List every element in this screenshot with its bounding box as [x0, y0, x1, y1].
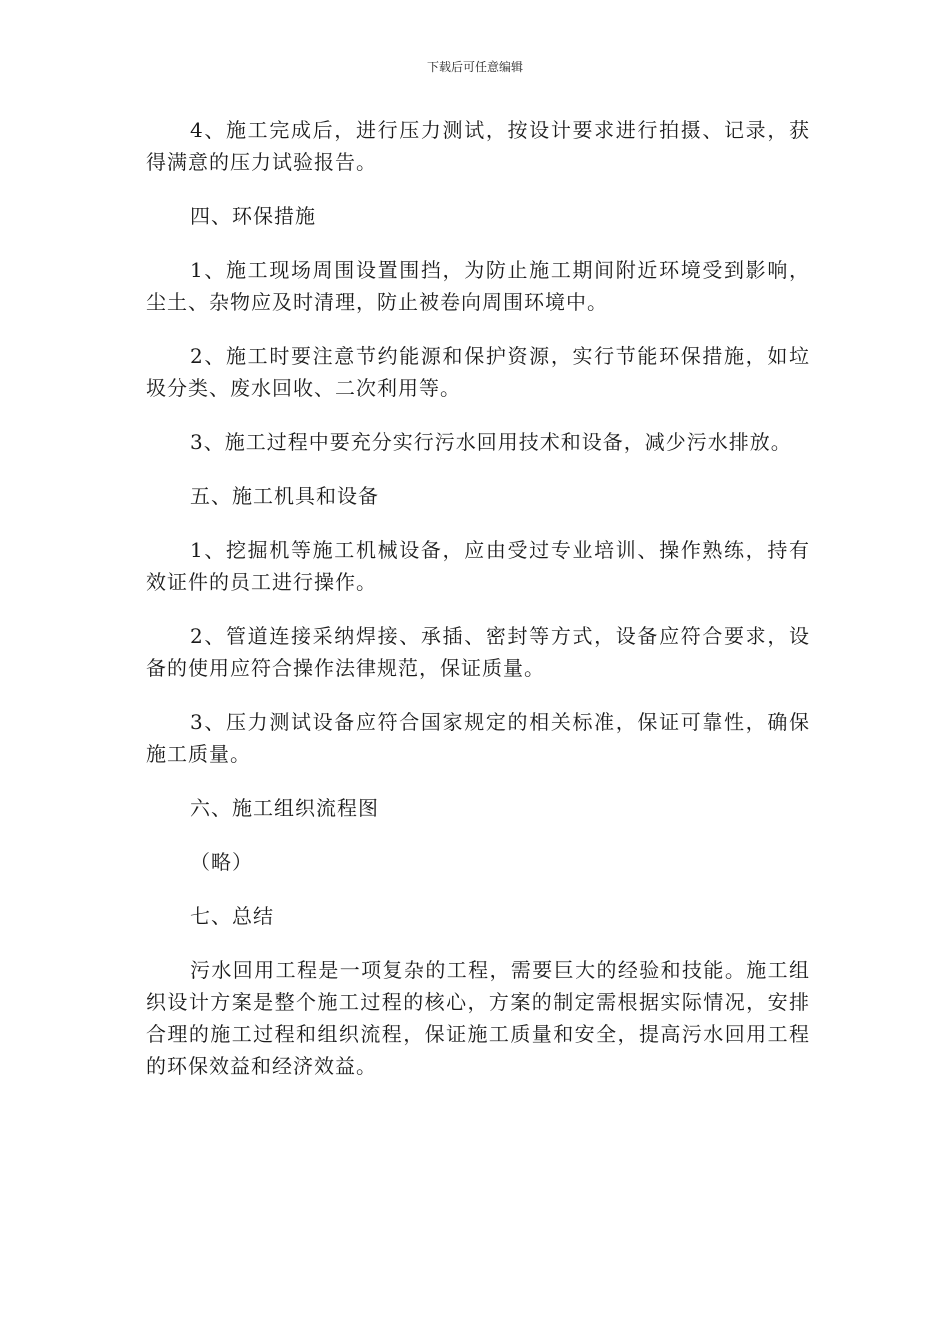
section-heading-environmental: 四、环保措施 — [190, 204, 316, 228]
paragraph-env-1: 1、施工现场周围设置围挡，为防止施工期间附近环境受到影响，尘土、杂物应及时清理，防止被卷向周围环境中。 — [146, 258, 810, 314]
paragraph-env-2: 2、施工时要注意节约能源和保护资源，实行节能环保措施，如垃圾分类、废水回收、二次利用等。 — [146, 344, 810, 400]
paragraph-step-4-pressure-test: 4、施工完成后，进行压力测试，按设计要求进行拍摄、记录，获得满意的压力试验报告。 — [146, 118, 810, 174]
paragraph-omitted: （略） — [190, 850, 253, 874]
section-heading-equipment: 五、施工机具和设备 — [190, 484, 379, 508]
section-heading-summary: 七、总结 — [190, 904, 274, 928]
paragraph-env-3: 3、施工过程中要充分实行污水回用技术和设备，减少污水排放。 — [190, 430, 792, 454]
document-body — [146, 114, 810, 1104]
paragraph-equip-1: 1、挖掘机等施工机械设备，应由受过专业培训、操作熟练，持有效证件的员工进行操作。 — [146, 538, 810, 594]
paragraph-equip-2: 2、管道连接采纳焊接、承插、密封等方式，设备应符合要求，设备的使用应符合操作法律规范，保证质量。 — [146, 624, 810, 680]
page-header: 下载后可任意编辑 — [426, 60, 523, 74]
section-heading-flowchart: 六、施工组织流程图 — [190, 796, 379, 820]
paragraph-summary: 污水回用工程是一项复杂的工程，需要巨大的经验和技能。施工组织设计方案是整个施工过程的核心，方案的制定需根据实际情况，安排合理的施工过程和组织流程，保证施工质量和安全，提高污水回用工程的环保效益和经济效益。 — [146, 958, 810, 1078]
paragraph-equip-3: 3、压力测试设备应符合国家规定的相关标准，保证可靠性，确保施工质量。 — [146, 710, 810, 766]
